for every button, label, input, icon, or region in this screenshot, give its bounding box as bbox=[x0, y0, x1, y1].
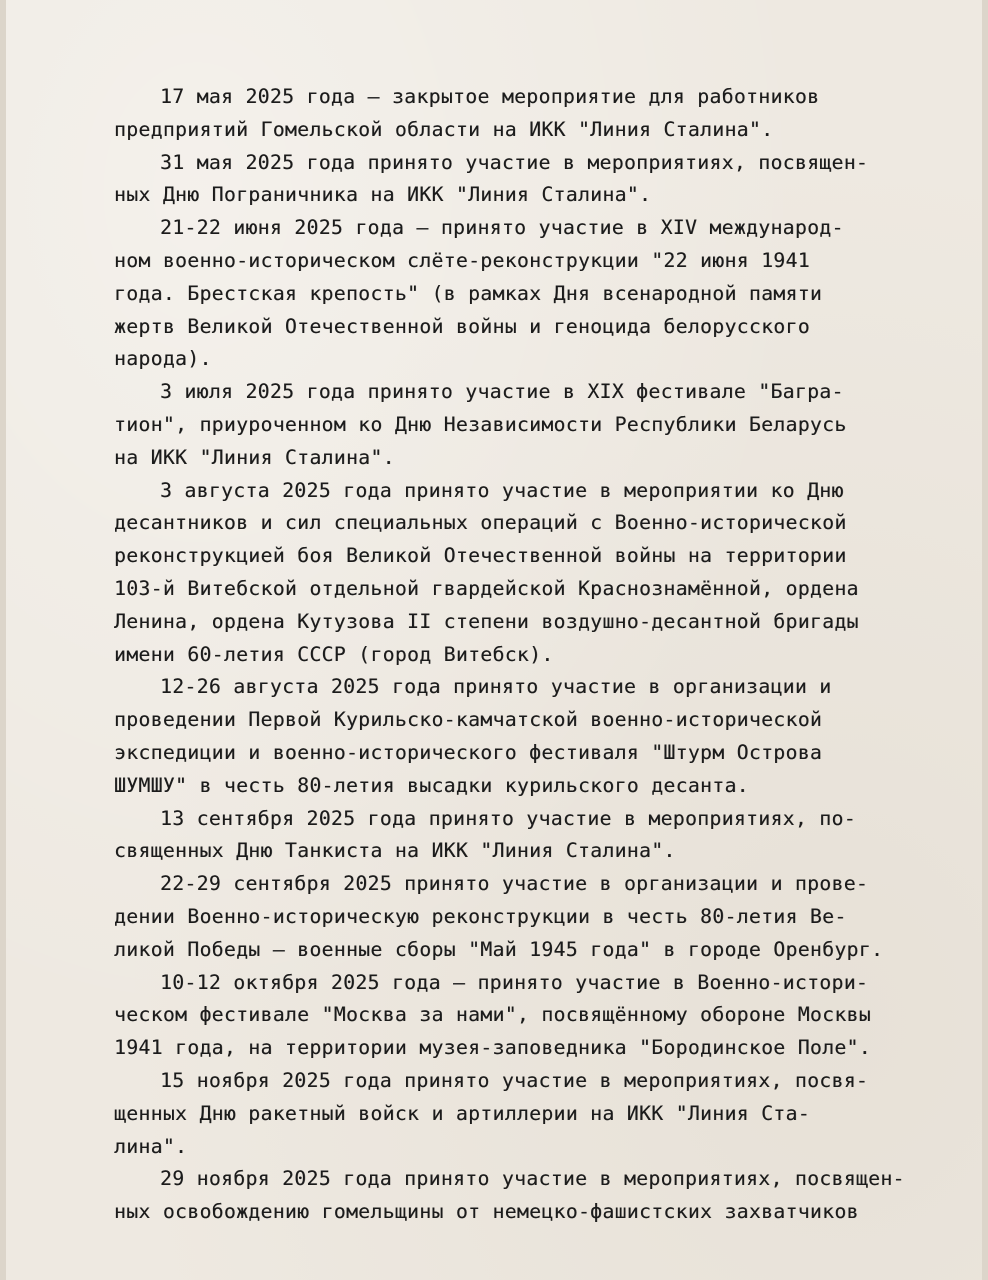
paper-edge-left bbox=[0, 0, 6, 1280]
text-line: 1941 года, на территории музея-заповедника "Бородинское Поле". bbox=[114, 1036, 871, 1060]
text-line: ликой Победы – военные сборы "Май 1945 года" в городе Оренбург. bbox=[114, 937, 884, 961]
text-line: 3 августа 2025 года принято участие в мероприятии ко Дню bbox=[160, 478, 844, 502]
text-line: жертв Великой Отечественной войны и геноцида белорусского bbox=[114, 314, 810, 338]
text-line: 31 мая 2025 года принято участие в мероприятиях, посвящен- bbox=[160, 150, 869, 174]
text-line: 103-й Витебской отдельной гвардейской Краснознамённой, ордена bbox=[114, 576, 859, 600]
text-line: 3 июля 2025 года принято участие в XIX фестивале "Багра- bbox=[160, 380, 844, 404]
text-line: 15 ноября 2025 года принято участие в мероприятиях, посвя- bbox=[160, 1068, 869, 1092]
text-line: десантников и сил специальных операций с Военно-исторической bbox=[114, 511, 847, 535]
text-line: 21-22 июня 2025 года – принято участие в XIV международ- bbox=[160, 216, 844, 240]
text-line: священных Дню Танкиста на ИКК "Линия Сталина". bbox=[114, 839, 676, 863]
text-line: Ленина, ордена Кутузова II степени воздушно-десантной бригады bbox=[114, 609, 859, 633]
text-line: 22-29 сентября 2025 принято участие в организации и прове- bbox=[160, 872, 869, 896]
paper-edge-right bbox=[982, 0, 988, 1280]
text-line: ческом фестивале "Москва за нами", посвящённому обороне Москвы bbox=[114, 1003, 871, 1027]
text-line: 17 мая 2025 года – закрытое мероприятие для работников bbox=[160, 85, 820, 108]
typewritten-text bbox=[114, 81, 952, 1229]
text-line: реконструкцией боя Великой Отечественной войны на территории bbox=[114, 544, 847, 568]
text-line: ных освобождению гомельщины от немецко-фашистских захватчиков bbox=[114, 1200, 859, 1224]
text-line: проведении Первой Курильско-камчатской военно-исторической bbox=[114, 708, 823, 732]
text-line: ном военно-историческом слёте-реконструкции "22 июня 1941 bbox=[114, 248, 810, 272]
text-line: лина". bbox=[114, 1134, 188, 1158]
text-line: тион", приуроченном ко Дню Независимости Республики Беларусь bbox=[114, 412, 847, 436]
text-line: имени 60-летия СССР (город Витебск). bbox=[114, 642, 554, 666]
text-line: 10-12 октября 2025 года – принято участие в Военно-истори- bbox=[160, 970, 869, 994]
text-line: дении Военно-историческую реконструкции в честь 80-летия Ве- bbox=[114, 904, 847, 928]
text-line: на ИКК "Линия Сталина". bbox=[114, 445, 395, 469]
text-line: 13 сентября 2025 года принято участие в мероприятиях, по- bbox=[160, 806, 856, 830]
text-line: экспедиции и военно-исторического фестиваля "Штурм Острова bbox=[114, 740, 823, 764]
text-line: народа). bbox=[114, 347, 212, 371]
text-line: 12-26 августа 2025 года принято участие в организации и bbox=[160, 675, 832, 699]
text-line: ных Дню Пограничника на ИКК "Линия Сталина". bbox=[114, 183, 652, 207]
text-line: предприятий Гомельской области на ИКК "Линия Сталина". bbox=[114, 117, 774, 141]
text-line: щенных Дню ракетный войск и артиллерии на ИКК "Линия Ста- bbox=[114, 1101, 810, 1125]
text-line: ШУМШУ" в честь 80-летия высадки курильского десанта. bbox=[114, 773, 749, 797]
text-line: 29 ноября 2025 года принято участие в мероприятиях, посвящен- bbox=[160, 1167, 905, 1191]
text-line: года. Брестская крепость" (в рамках Дня всенародной памяти bbox=[114, 281, 823, 305]
